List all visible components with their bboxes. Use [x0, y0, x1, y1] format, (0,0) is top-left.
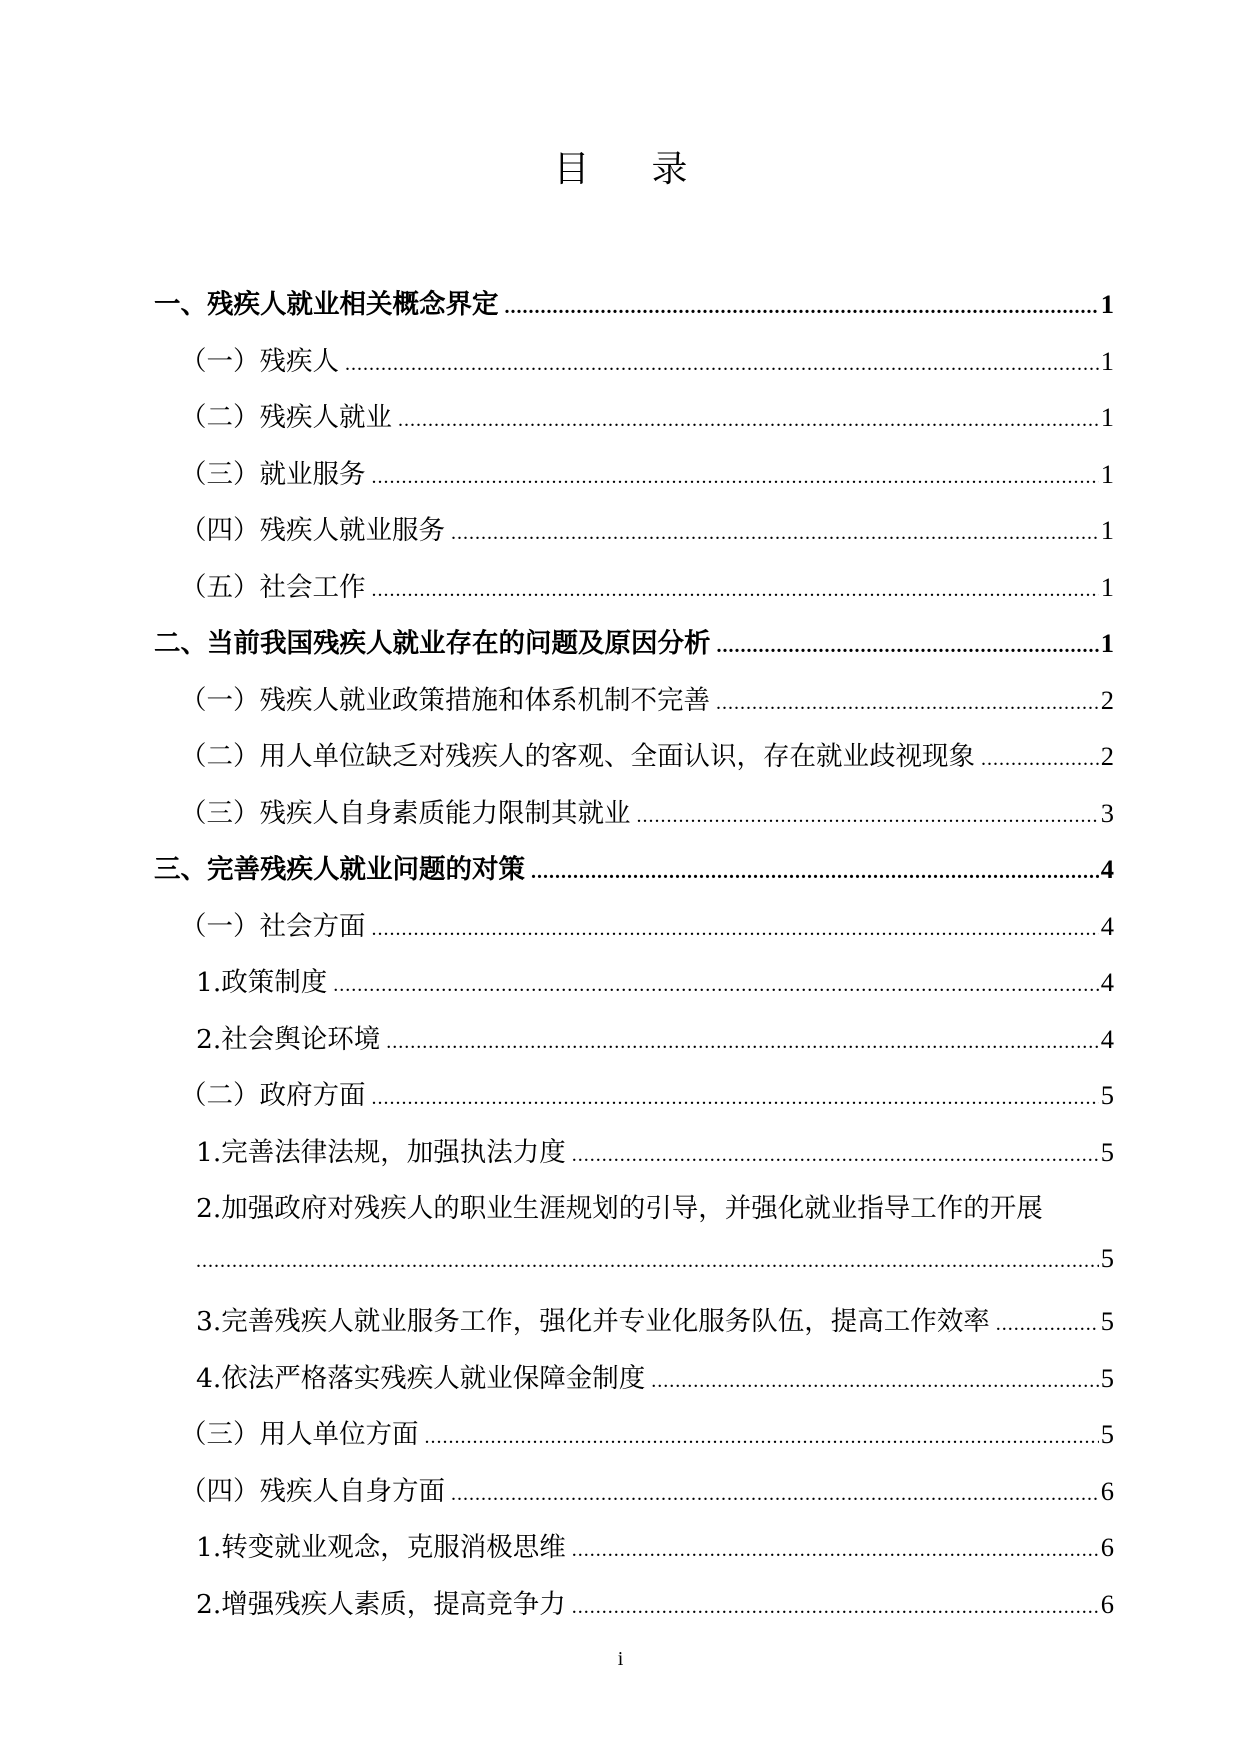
toc-entry-page: 1 [1100, 628, 1114, 658]
toc-dot-leader [372, 1087, 1099, 1110]
page-title: 目录 [553, 149, 750, 190]
toc-dot-leader [572, 1144, 1099, 1167]
toc-dot-leader [425, 1426, 1099, 1449]
toc-entry-page: 1 [1100, 345, 1114, 376]
toc-entry-page: 1 [1100, 458, 1114, 489]
toc-entry-title: （四）残疾人就业服务 [180, 515, 445, 546]
toc-entry[interactable] [154, 734, 1114, 791]
toc-entry-title: （二）用人单位缺乏对残疾人的客观、全面认识，存在就业歧视现象 [180, 741, 975, 772]
toc-dot-leader [196, 1250, 1099, 1273]
toc-entry[interactable] [154, 395, 1114, 452]
toc-entry[interactable] [154, 1299, 1114, 1356]
toc-entry[interactable] [154, 1582, 1114, 1639]
toc-entry-page: 1 [1100, 515, 1114, 545]
toc-entry-page: 4 [1100, 854, 1114, 884]
toc-entry-page: 5 [1100, 1306, 1114, 1336]
toc-entry-page: 5 [1100, 1136, 1114, 1167]
toc-entry-page: 5 [1100, 1242, 1114, 1273]
toc-entry[interactable] [154, 678, 1114, 735]
toc-entry-page: 3 [1100, 797, 1114, 828]
toc-entry-page: 6 [1100, 1588, 1114, 1619]
toc-entry[interactable] [154, 1130, 1114, 1187]
toc-dot-leader [333, 974, 1098, 997]
toc-entry-title: （一）社会方面 [180, 910, 366, 942]
toc-entry-title: （一）残疾人就业政策措施和体系机制不完善 [180, 684, 710, 716]
toc-entry-title: （三）就业服务 [180, 458, 366, 490]
toc-dot-leader [531, 861, 1099, 884]
toc-entry[interactable] [154, 508, 1114, 565]
toc-entry-title: （一）残疾人 [180, 345, 339, 377]
toc-entry[interactable] [154, 1017, 1114, 1074]
toc-entry-title: 1.完善法律法规，加强执法力度 [196, 1136, 566, 1168]
toc-entry-page: 5 [1100, 1362, 1114, 1393]
toc-dot-leader [717, 635, 1099, 658]
toc-entry-title: 2.社会舆论环境 [196, 1023, 381, 1055]
toc-entry-page: 4 [1100, 967, 1114, 997]
toc-dot-leader [386, 1031, 1098, 1054]
toc-entry[interactable] [154, 1469, 1114, 1526]
toc-entry[interactable] [154, 452, 1114, 509]
toc-dot-leader [505, 296, 1099, 319]
toc-entry[interactable] [154, 339, 1114, 396]
toc-entry-title: （三）残疾人自身素质能力限制其就业 [180, 797, 631, 829]
toc-entry[interactable] [154, 565, 1114, 622]
toc-entry[interactable] [154, 1356, 1114, 1413]
toc-dot-leader [996, 1313, 1099, 1336]
toc-entry-page: 5 [1100, 1080, 1114, 1110]
toc-entry-page: 2 [1100, 741, 1114, 771]
toc-entry-page: 6 [1100, 1532, 1114, 1562]
toc-entry-page: 6 [1100, 1475, 1114, 1506]
toc-entry[interactable] [154, 282, 1114, 339]
toc-dot-leader [637, 805, 1099, 828]
toc-entry-title: 2.增强残疾人素质，提高竞争力 [196, 1588, 566, 1620]
toc-entry-title: 4.依法严格落实残疾人就业保障金制度 [196, 1362, 646, 1394]
toc-entry-title: 一、残疾人就业相关概念界定 [154, 289, 499, 320]
toc-dot-leader [372, 579, 1099, 602]
toc-dot-leader [981, 748, 1099, 771]
toc-entry-page: 1 [1100, 289, 1114, 319]
toc-dot-leader [451, 1483, 1099, 1506]
toc-entry-title: （二）残疾人就业 [180, 402, 392, 433]
toc-dot-leader [651, 1370, 1098, 1393]
toc-entry-title: 1.转变就业观念，克服消极思维 [196, 1532, 566, 1563]
toc-entry-page: 2 [1100, 684, 1114, 715]
toc-entry[interactable] [154, 904, 1114, 961]
toc-dot-leader [716, 692, 1099, 715]
toc-entry[interactable] [154, 1412, 1114, 1469]
toc-dot-leader [451, 522, 1099, 545]
toc-entry-title: （五）社会工作 [180, 571, 366, 603]
page-number: i [617, 1648, 624, 1670]
toc-entry-title: 3.完善残疾人就业服务工作，强化并专业化服务队伍，提高工作效率 [196, 1306, 990, 1337]
table-of-contents [154, 282, 1114, 1638]
toc-entry-page: 4 [1100, 910, 1114, 941]
toc-entry-title: 三、完善残疾人就业问题的对策 [154, 854, 525, 885]
toc-entry[interactable] [154, 1525, 1114, 1582]
toc-entry-page: 5 [1100, 1419, 1114, 1449]
toc-entry-title: 1.政策制度 [196, 967, 328, 998]
toc-dot-leader [372, 466, 1099, 489]
toc-entry-title: 2.加强政府对残疾人的职业生涯规划的引导，并强化就业指导工作的开展 [196, 1193, 1043, 1224]
toc-entry-title: （四）残疾人自身方面 [180, 1475, 445, 1507]
toc-dot-leader [345, 353, 1099, 376]
toc-entry-title: 二、当前我国残疾人就业存在的问题及原因分析 [154, 628, 711, 659]
toc-entry[interactable] [154, 621, 1114, 678]
toc-entry-continuation[interactable] [154, 1243, 1114, 1300]
toc-entry[interactable] [154, 960, 1114, 1017]
toc-entry[interactable] [154, 1073, 1114, 1130]
toc-entry-title: （二）政府方面 [180, 1080, 366, 1111]
toc-entry-page: 1 [1100, 571, 1114, 602]
toc-entry[interactable] [154, 1186, 1114, 1243]
toc-dot-leader [372, 918, 1099, 941]
toc-entry[interactable] [154, 791, 1114, 848]
toc-dot-leader [398, 409, 1099, 432]
toc-entry[interactable] [154, 847, 1114, 904]
toc-entry-page: 4 [1100, 1023, 1114, 1054]
toc-entry-page: 1 [1100, 402, 1114, 432]
toc-entry-title: （三）用人单位方面 [180, 1419, 419, 1450]
toc-dot-leader [572, 1596, 1099, 1619]
toc-dot-leader [572, 1539, 1099, 1562]
